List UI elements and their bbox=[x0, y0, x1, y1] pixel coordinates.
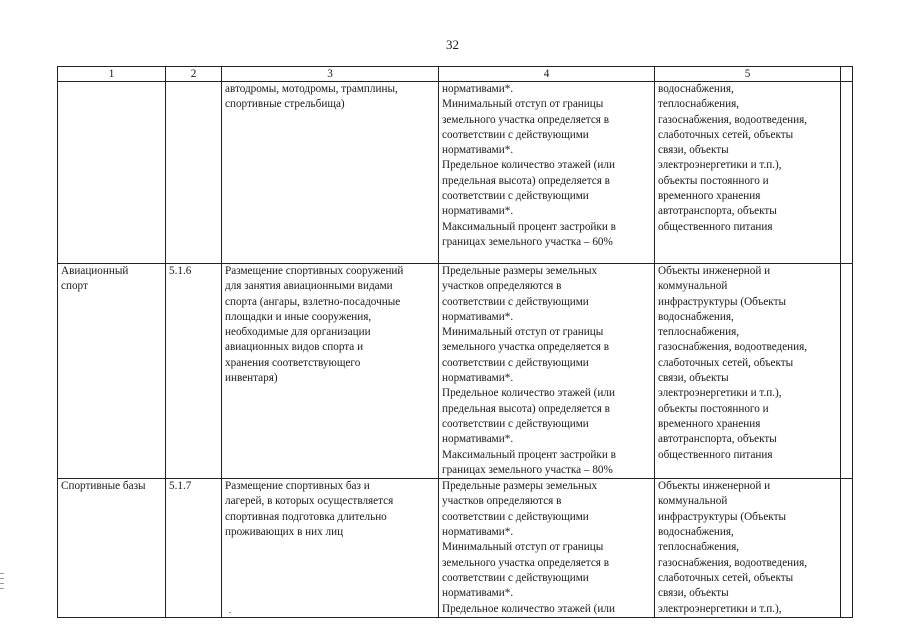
cell-text-line: нормативами*. bbox=[442, 83, 514, 95]
cell-text-line: площадки и иные сооружения, bbox=[225, 310, 372, 323]
cell-text-line: электроэнергетики и т.п.), bbox=[658, 387, 782, 400]
cell-text-line: автодромы, мотодромы, трамплины, bbox=[225, 83, 398, 95]
cell-empty bbox=[841, 264, 853, 479]
cell-text-line: коммунальной bbox=[658, 280, 728, 293]
cell-text-line: спорт bbox=[61, 280, 88, 293]
cell-text-line: соответствии с действующими bbox=[442, 128, 589, 141]
cell-text-line: газоснабжения, водоотведения, bbox=[658, 556, 808, 569]
cell-text-line: Размещение спортивных сооружений bbox=[225, 265, 404, 277]
cell-text-line: водоснабжения, bbox=[658, 83, 734, 95]
cell-text-line: слаботочных сетей, объекты bbox=[658, 128, 794, 141]
cell-text-line: временного хранения bbox=[658, 190, 761, 203]
cell-text-line: общественного питания bbox=[658, 220, 773, 233]
cell-text-line: Предельное количество этажей (или bbox=[442, 387, 615, 400]
cell-text-line: общественного питания bbox=[658, 448, 773, 461]
cell-text-line: 5.1.7 bbox=[169, 480, 192, 493]
cell-name bbox=[58, 82, 166, 264]
cell-text-line: предельная высота) определяется в bbox=[442, 402, 610, 415]
cell-text-line: авиационных видов спорта и bbox=[225, 341, 364, 354]
cell-text-line: связи, объекты bbox=[658, 144, 729, 157]
cell-parameters bbox=[439, 82, 655, 264]
cell-text-line: газоснабжения, водоотведения, bbox=[658, 341, 808, 354]
column-header-5: 5 bbox=[655, 67, 841, 82]
cell-text-line: 5.1.6 bbox=[169, 265, 192, 277]
cell-text-line: Минимальный отступ от границы bbox=[442, 541, 604, 554]
cell-text-line: земельного участка определяется в bbox=[442, 556, 610, 569]
cell-text-line: водоснабжения, bbox=[658, 310, 734, 323]
cell-text-line: Размещение спортивных баз и bbox=[225, 480, 370, 493]
cell-text-line: теплоснабжения, bbox=[658, 326, 740, 339]
cell-text-line: проживающих в них лиц bbox=[225, 526, 344, 539]
cell-description bbox=[222, 264, 439, 479]
cell-text-line: теплоснабжения, bbox=[658, 98, 740, 111]
cell-text-line: соответствии с действующими bbox=[442, 295, 589, 308]
cell-parameters bbox=[439, 264, 655, 479]
cell-text-line: спортивные стрельбища) bbox=[225, 98, 345, 111]
cell-text-line: соответствии с действующими bbox=[442, 510, 589, 523]
cell-text-line: нормативами*. bbox=[442, 310, 514, 323]
cell-text-line: Минимальный отступ от границы bbox=[442, 98, 604, 111]
cell-objects bbox=[655, 479, 841, 618]
cell-text-line: лагерей, в которых осуществляется bbox=[225, 495, 394, 508]
cell-text-line: слаботочных сетей, объекты bbox=[658, 571, 794, 584]
cell-text-line: предельная высота) определяется в bbox=[442, 174, 610, 187]
cell-text-line: Максимальный процент застройки в bbox=[442, 448, 616, 461]
cell-text-line: объекты постоянного и bbox=[658, 402, 769, 415]
cell-text-line: соответствии с действующими bbox=[442, 190, 589, 203]
cell-text-line: Предельное количество этажей (или bbox=[442, 159, 615, 172]
cell-text-line: связи, объекты bbox=[658, 587, 729, 600]
cell-text-line: Предельное количество этажей (или bbox=[442, 602, 615, 615]
cell-text-line: объекты постоянного и bbox=[658, 174, 769, 187]
table-row bbox=[58, 264, 853, 479]
cell-text-line: участков определяются в bbox=[442, 280, 562, 293]
zoning-table bbox=[57, 66, 853, 618]
cell-empty bbox=[841, 82, 853, 264]
column-header-4: 4 bbox=[439, 67, 655, 82]
cell-text-line: границах земельного участка – 80% bbox=[442, 463, 613, 476]
cell-text-line: автотранспорта, объекты bbox=[658, 205, 777, 218]
cell-text-line: слаботочных сетей, объекты bbox=[658, 356, 794, 369]
cell-text-line: Минимальный отступ от границы bbox=[442, 326, 604, 339]
column-header-2: 2 bbox=[166, 67, 222, 82]
cell-text-line: Предельные размеры земельных bbox=[442, 480, 598, 493]
cell-text-line: теплоснабжения, bbox=[658, 541, 740, 554]
cell-text-line: инвентаря) bbox=[225, 372, 278, 385]
column-header-1: 1 bbox=[58, 67, 166, 82]
cell-text-line: коммунальной bbox=[658, 495, 728, 508]
page-number: 32 bbox=[446, 37, 459, 52]
margin-mark bbox=[0, 573, 4, 574]
cell-text-line: нормативами*. bbox=[442, 526, 514, 539]
cell-text-line: спорта (ангары, взлетно-посадочные bbox=[225, 295, 401, 308]
cell-objects bbox=[655, 82, 841, 264]
cell-text-line: связи, объекты bbox=[658, 372, 729, 385]
cell-text-line: Объекты инженерной и bbox=[658, 480, 771, 493]
cell-parameters bbox=[439, 479, 655, 618]
cell-code bbox=[166, 479, 222, 618]
cell-text-line: электроэнергетики и т.п.), bbox=[658, 159, 782, 172]
cell-text-line: соответствии с действующими bbox=[442, 571, 589, 584]
cell-text-line: земельного участка определяется в bbox=[442, 113, 610, 126]
margin-mark bbox=[0, 588, 4, 589]
cell-text-line: временного хранения bbox=[658, 417, 761, 430]
table-row bbox=[58, 479, 853, 618]
cell-text-line: нормативами*. bbox=[442, 205, 514, 218]
margin-mark bbox=[0, 578, 4, 579]
cell-text-line: Объекты инженерной и bbox=[658, 265, 771, 277]
cell-text-line: участков определяются в bbox=[442, 495, 562, 508]
margin-mark bbox=[0, 583, 4, 584]
cell-text-line: для занятия авиационными видами bbox=[225, 280, 393, 293]
cell-text-line: нормативами*. bbox=[442, 433, 514, 446]
cell-objects bbox=[655, 264, 841, 479]
cell-text-line: водоснабжения, bbox=[658, 526, 734, 539]
cell-description bbox=[222, 479, 439, 618]
cell-text-line: земельного участка определяется в bbox=[442, 341, 610, 354]
scan-mark bbox=[229, 612, 231, 613]
cell-text-line: автотранспорта, объекты bbox=[658, 433, 777, 446]
cell-text-line: нормативами*. bbox=[442, 587, 514, 600]
cell-text-line: соответствии с действующими bbox=[442, 417, 589, 430]
cell-text-line: газоснабжения, водоотведения, bbox=[658, 113, 808, 126]
cell-text-line: Спортивные базы bbox=[61, 480, 146, 493]
column-header-row bbox=[58, 67, 853, 82]
cell-code bbox=[166, 264, 222, 479]
cell-text-line: нормативами*. bbox=[442, 144, 514, 157]
cell-text-line: электроэнергетики и т.п.), bbox=[658, 602, 782, 615]
cell-text-line: Максимальный процент застройки в bbox=[442, 220, 616, 233]
table-row bbox=[58, 82, 853, 264]
cell-name bbox=[58, 479, 166, 618]
cell-text-line: необходимые для организации bbox=[225, 326, 371, 339]
cell-text-line: инфраструктуры (Объекты bbox=[658, 510, 787, 523]
cell-code bbox=[166, 82, 222, 264]
cell-empty bbox=[841, 479, 853, 618]
cell-description bbox=[222, 82, 439, 264]
cell-text-line: соответствии с действующими bbox=[442, 356, 589, 369]
cell-text-line: спортивная подготовка длительно bbox=[225, 510, 387, 523]
cell-text-line: инфраструктуры (Объекты bbox=[658, 295, 787, 308]
cell-text-line: Авиационный bbox=[61, 265, 129, 277]
cell-text-line: границах земельного участка – 60% bbox=[442, 235, 613, 248]
cell-text-line: Предельные размеры земельных bbox=[442, 265, 598, 277]
cell-text-line: нормативами*. bbox=[442, 372, 514, 385]
column-header-3: 3 bbox=[222, 67, 439, 82]
cell-text-line: хранения соответствующего bbox=[225, 356, 361, 369]
column-header-empty bbox=[841, 67, 853, 82]
cell-name bbox=[58, 264, 166, 479]
